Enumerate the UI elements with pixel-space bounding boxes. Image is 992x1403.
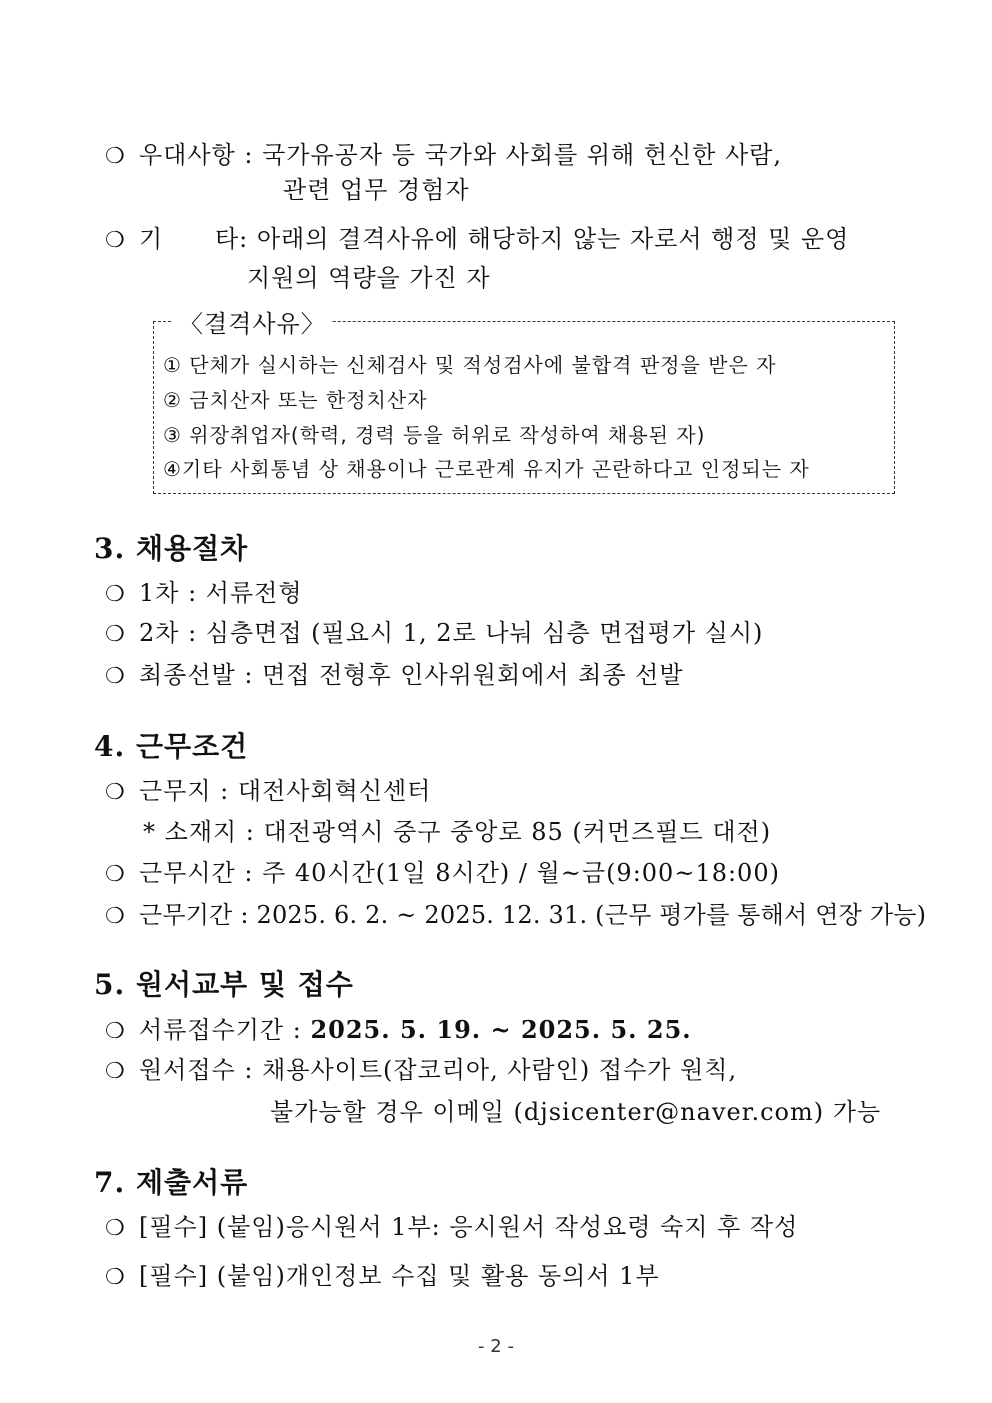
disqualification-item: ② 금치산자 또는 한정치산자 [163, 388, 428, 412]
preference-line [105, 140, 782, 172]
bullet-circle-icon: ❍ [105, 904, 125, 929]
disqualification-item: ④기타 사회통념 상 채용이나 근로관계 유지가 곤란하다고 인정되는 자 [163, 457, 810, 481]
list-item [105, 618, 763, 650]
bullet-circle-icon: ❍ [105, 1019, 126, 1044]
page-number: - 2 - [478, 1336, 514, 1357]
list-item [105, 1015, 692, 1047]
bullet-circle-icon: ❍ [105, 1059, 126, 1084]
preference-text: 국가유공자 등 국가와 사회를 위해 헌신한 사람, [262, 141, 782, 169]
document-item-text: [필수] (붙임)개인정보 수집 및 활용 동의서 1부 [139, 1262, 660, 1290]
other-line [105, 224, 849, 256]
list-item [105, 858, 780, 890]
list-item-text: 1차 : 서류전형 [139, 579, 303, 607]
disqualification-title: 〈결격사유〉 [173, 309, 332, 339]
other-text-cont: 지원의 역량을 가진 자 [247, 264, 491, 292]
list-item [105, 776, 431, 808]
application-period-label: 서류접수기간 : [139, 1016, 311, 1044]
disqualification-item: ③ 위장취업자(학력, 경력 등을 허위로 작성하여 채용된 자) [163, 423, 706, 447]
list-item [105, 900, 926, 932]
bullet-circle-icon: ❍ [105, 582, 126, 607]
bullet-circle-icon: ❍ [105, 228, 126, 253]
bullet-circle-icon: ❍ [105, 862, 126, 887]
list-item [105, 1212, 798, 1244]
list-item [105, 1261, 660, 1293]
list-item-text: 2차 : 심층면접 (필요시 1, 2로 나눠 심층 면접평가 실시) [139, 619, 764, 647]
section-heading-3: 3. 채용절차 [94, 532, 249, 565]
application-method-text: 원서접수 : 채용사이트(잡코리아, 사람인) 접수가 원칙, [139, 1056, 738, 1084]
preference-label: 우대사항 : [139, 141, 263, 169]
section-heading-5: 5. 원서교부 및 접수 [94, 968, 354, 1001]
bullet-circle-icon: ❍ [105, 144, 126, 169]
list-item [105, 660, 684, 692]
application-email-text: 불가능할 경우 이메일 (djsicenter@naver.com) 가능 [270, 1098, 882, 1126]
bullet-circle-icon: ❍ [105, 664, 126, 689]
bullet-circle-icon: ❍ [105, 1265, 126, 1290]
section-heading-4: 4. 근무조건 [94, 730, 249, 763]
list-item [105, 578, 303, 610]
section-heading-7: 7. 제출서류 [94, 1166, 249, 1199]
bullet-circle-icon: ❍ [105, 622, 126, 647]
workplace-text: 근무지 : 대전사회혁신센터 [139, 777, 432, 805]
application-period-value: 2025. 5. 19. ~ 2025. 5. 25. [310, 1015, 692, 1044]
bullet-circle-icon: ❍ [105, 780, 126, 805]
document-item-text: [필수] (붙임)응시원서 1부: 응시원서 작성요령 숙지 후 작성 [139, 1213, 799, 1241]
period-text: 근무기간 : 2025. 6. 2. ~ 2025. 12. 31. (근무 평가를 통해서 연장 가능) [139, 901, 927, 929]
hours-text: 근무시간 : 주 40시간(1일 8시간) / 월~금(9:00~18:00) [139, 859, 780, 887]
list-item [105, 1055, 737, 1087]
preference-text-cont: 관련 업무 경험자 [283, 176, 470, 204]
other-label: 기 타: [139, 225, 257, 253]
other-text: 아래의 결격사유에 해당하지 않는 자로서 행정 및 운영 [256, 225, 850, 253]
list-item-text: 최종선발 : 면접 전형후 인사위원회에서 최종 선발 [139, 661, 684, 689]
bullet-circle-icon: ❍ [105, 1216, 126, 1241]
address-text: * 소재지 : 대전광역시 중구 중앙로 85 (커먼즈필드 대전) [143, 818, 772, 846]
disqualification-item: ① 단체가 실시하는 신체검사 및 적성검사에 불합격 판정을 받은 자 [163, 353, 777, 377]
